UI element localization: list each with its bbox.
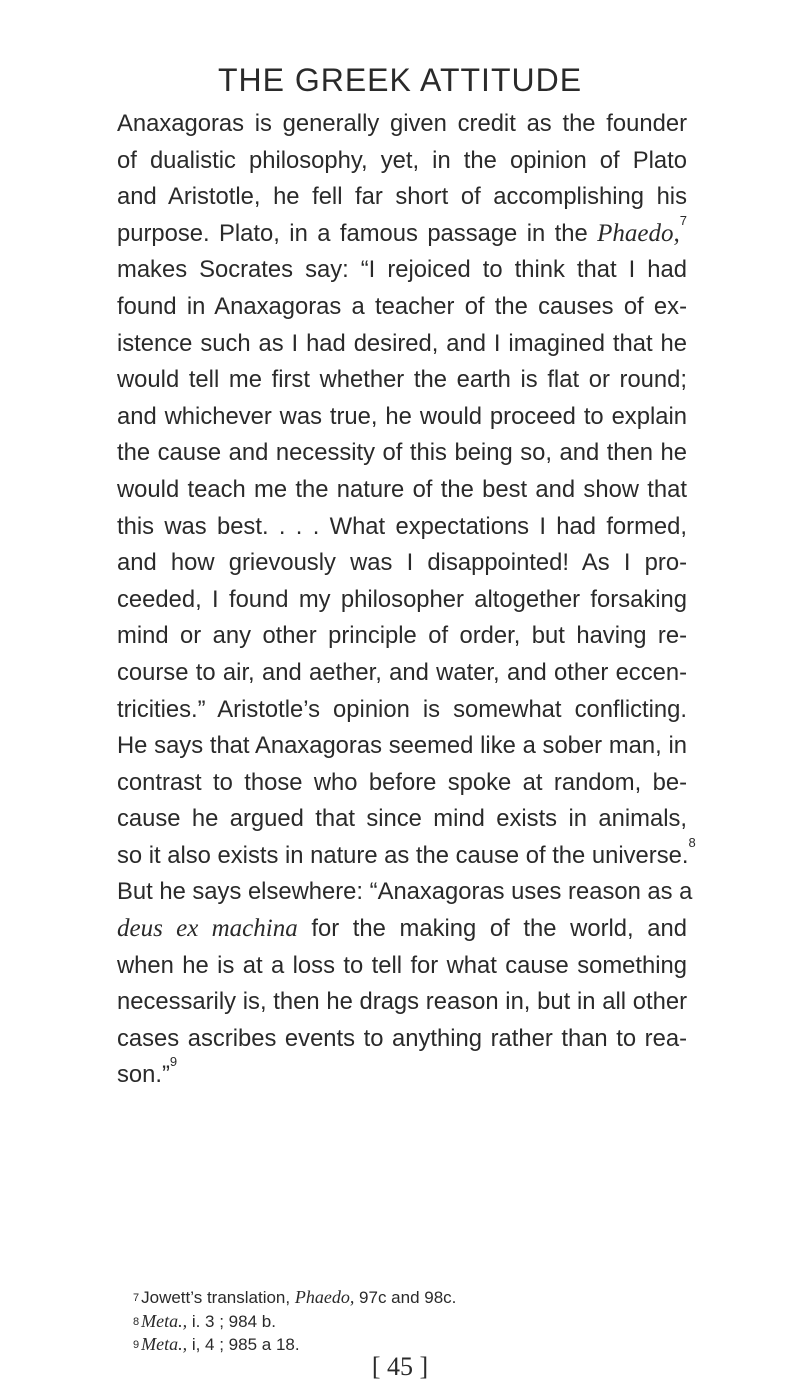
footnote-number: 8 [133,1315,140,1328]
footnote-number: 9 [133,1339,140,1351]
text-line: this was best. . . . What expectations I had formed, [117,512,687,540]
text-line: and whichever was true, he would proceed to explain [117,402,687,430]
footnote-ref-7: 7 [679,212,687,228]
footnote-italic: Phaedo, [294,1287,355,1307]
text-line: Anaxagoras is generally given credit as the founder [117,110,687,137]
footnote-text: 97c and 98c. [354,1288,457,1307]
text-line: course to air, and aether, and water, and other eccen- [117,658,687,686]
footnote-7 [133,1286,693,1310]
body-paragraph [117,106,696,1094]
page-number: [ 45 ] [371,1352,429,1381]
text-line: makes Socrates say: “I rejoiced to think that I had [117,256,687,284]
text-line: istence such as I had desired, and I imagined that he [117,329,687,357]
text-line: when he is at a loss to tell for what cause something [117,951,687,979]
text-line: ceeded, I found my philosopher altogether forsaking [117,585,687,613]
text-line: cause he argued that since mind exists in animals, [117,805,687,833]
footnotes [133,1286,693,1357]
text-line: contrast to those who before spoke at random, be- [117,768,687,796]
running-head: THE GREEK ATTITUDE [217,62,583,98]
text-run: son.” [117,1061,170,1089]
footnote-italic: Meta., [141,1334,188,1354]
text-line: cases ascribes events to anything rather than to rea- [117,1024,687,1052]
italic-title-phaedo: Phaedo, [597,219,680,247]
footnote-number: 7 [133,1292,140,1304]
text-line [117,1054,687,1094]
footnote-italic: Meta., [141,1310,188,1331]
text-run: for the making of the world, and [297,915,687,943]
text-line [117,834,696,875]
text-line: the cause and necessity of this being so, and then he [117,439,687,467]
footnote-ref-9: 9 [169,1054,178,1070]
text-line [117,212,687,253]
text-line: necessarily is, then he drags reason in, but in all other [117,988,687,1016]
text-line: He says that Anaxagoras seemed like a sober man, in [117,732,687,760]
text-run: purpose. Plato, in a famous passage in the [117,219,598,247]
text-line: But he says elsewhere: “Anaxagoras uses reason as a [117,878,693,906]
text-line: and Aristotle, he fell far short of accomplishing his [117,183,687,211]
footnote-text: Jowett’s translation, [141,1288,295,1307]
text-line: of dualistic philosophy, yet, in the opinion of Plato [117,146,687,174]
text-line: found in Anaxagoras a teacher of the causes of ex- [117,292,687,320]
italic-phrase-deus-ex-machina: deus ex machina [117,915,298,943]
footnote-text: i, 4 ; 985 a 18. [187,1335,300,1354]
footnote-8 [133,1310,693,1334]
text-line: would tell me first whether the earth is flat or round; [117,366,687,394]
footnote-ref-8: 8 [688,834,696,850]
text-line: would teach me the nature of the best and show that [117,475,687,503]
text-run: so it also exists in nature as the cause of the universe. [117,841,689,869]
text-line: and how grievously was I disappointed! As I pro- [117,549,687,577]
text-line [117,911,687,948]
text-line: mind or any other principle of order, but having re- [117,622,687,650]
footnote-text: i. 3 ; 984 b. [187,1311,276,1331]
text-line: tricities.” Aristotle’s opinion is somewhat conflicting. [117,695,687,723]
